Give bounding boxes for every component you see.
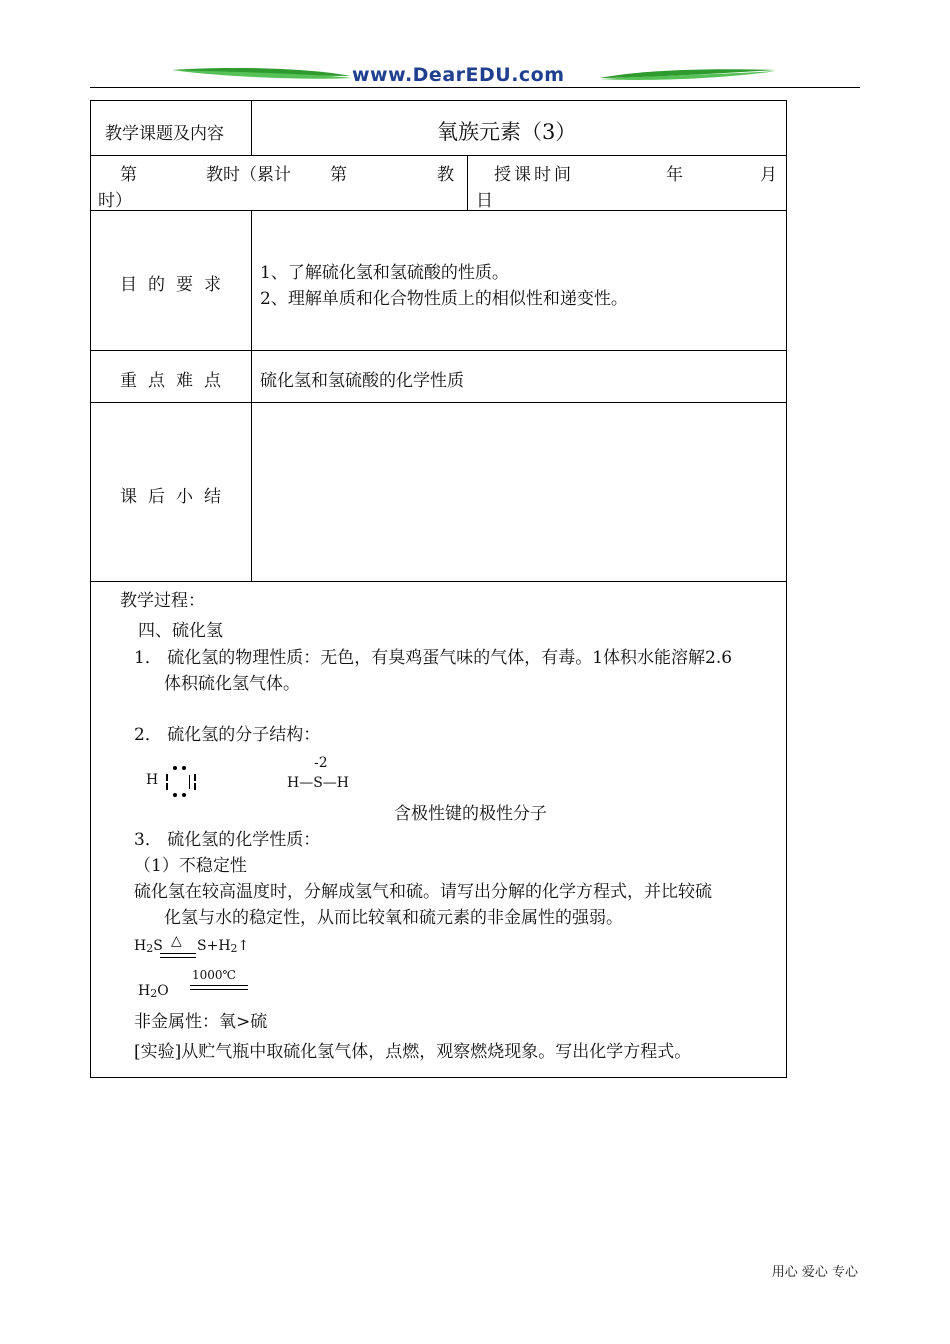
para-line2: 化氢与水的稳定性，从而比较氧和硫元素的非金属性的强弱。 — [164, 908, 623, 928]
table-rule — [91, 581, 786, 582]
sub-instability: （1）不稳定性 — [134, 856, 247, 876]
process-heading: 教学过程： — [120, 591, 205, 611]
time-label: 授课时间 — [494, 165, 574, 185]
eq2-left: $H_2O$ — [138, 983, 169, 1000]
eq2-double-bar — [190, 989, 248, 990]
eq2-double-bar — [190, 985, 248, 986]
eq1-condition: △ — [171, 933, 182, 949]
goal-item: 1、了解硫化氢和氢硫酸的性质。 — [260, 263, 509, 283]
nonmetal-compare: 非金属性：氧>硫 — [134, 1012, 268, 1032]
time-month: 月 — [760, 165, 777, 185]
item1-line2: 体积硫化氢气体。 — [164, 674, 300, 694]
time-year: 年 — [666, 165, 683, 185]
table-col-rule — [467, 156, 468, 210]
table-col-rule — [251, 211, 252, 581]
table-rule — [91, 402, 786, 403]
eq2-condition: 1000℃ — [192, 968, 236, 982]
summary-label: 课后小结 — [120, 487, 232, 507]
period-second: 第 — [330, 165, 347, 185]
time-day: 日 — [476, 191, 493, 211]
struct-note: 含极性键的极性分子 — [394, 804, 547, 824]
struct-formula: H—S—H — [287, 775, 350, 791]
item3: 3． 硫化氢的化学性质： — [134, 830, 321, 850]
header-divider — [90, 87, 860, 88]
table-col-rule — [251, 101, 252, 155]
goal-label: 目的要求 — [120, 275, 232, 295]
struct-charge: -2 — [314, 755, 328, 771]
period-hour: 时） — [98, 191, 132, 211]
logo-text: www.DearEDU.com — [352, 64, 565, 86]
key-label: 重点难点 — [120, 371, 232, 391]
footer-slogan: 用心 爱心 专心 — [771, 1265, 858, 1280]
topic-title: 氧族元素（3） — [437, 120, 577, 144]
eq1-double-bar — [160, 957, 196, 958]
electron-h: H — [146, 772, 159, 788]
para-line1: 硫化氢在较高温度时，分解成氢气和硫。请写出分解的化学方程式，并比较硫 — [134, 882, 712, 902]
item2: 2． 硫化氢的分子结构： — [134, 725, 321, 745]
eq1-right: $S+H_2↑$ — [197, 938, 250, 955]
item1-line1: 1． 硫化氢的物理性质：无色，有臭鸡蛋气味的气体，有毒。1体积水能溶解2.6 — [134, 648, 733, 668]
eq1-double-bar — [160, 953, 196, 954]
period-cumulative: 教时（累计 — [206, 165, 291, 185]
eq1-left: $H_2S$ — [134, 938, 163, 955]
key-value: 硫化氢和氢硫酸的化学性质 — [260, 371, 464, 391]
period-first: 第 — [120, 165, 137, 185]
table-rule — [91, 350, 786, 351]
goal-item: 2、理解单质和化合物性质上的相似性和递变性。 — [260, 289, 628, 309]
table-rule — [91, 155, 786, 156]
topic-label: 教学课题及内容 — [105, 124, 224, 144]
period-teach: 教 — [437, 165, 454, 185]
section-heading: 四、硫化氢 — [138, 621, 223, 641]
table-rule — [91, 210, 786, 211]
experiment: [实验]从贮气瓶中取硫化氢气体，点燃，观察燃烧现象。写出化学方程式。 — [134, 1042, 692, 1062]
